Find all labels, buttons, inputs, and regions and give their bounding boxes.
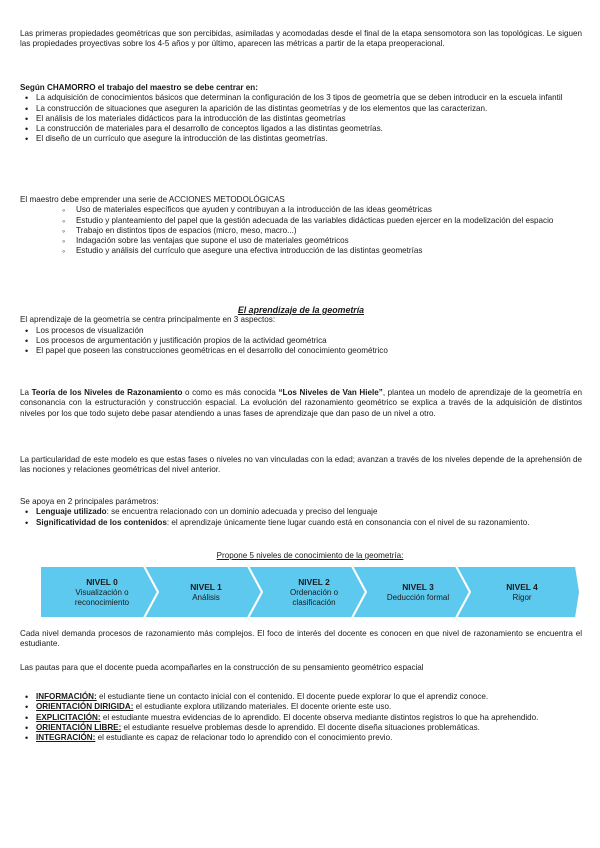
list-item: • Lenguaje utilizado: se encuentra relacionado con un dominio adecuada y preciso del lenguaje <box>20 507 582 517</box>
list-item: • ORIENTACIÓN DIRIGIDA: el estudiante explora utilizando materiales. El docente oriente este uso. <box>20 702 582 712</box>
nivel-2 <box>268 566 360 618</box>
list-item: • La construcción de materiales para el desarrollo de conceptos ligados a las distintas geometrías. <box>20 124 582 134</box>
nivel-title: NIVEL 1 <box>190 581 222 592</box>
nivel-0 <box>56 566 148 618</box>
chamorro-section <box>20 83 582 145</box>
list-item: • El papel que poseen las construcciones geométricas en el desarrollo del conocimiento geométrico <box>20 346 582 356</box>
list-item: • El análisis de los materiales didácticos para la introducción de las distintas geometrías <box>20 114 582 124</box>
aprendizaje-list <box>20 326 582 357</box>
list-item: ◦ Estudio y análisis del currículo que asegure una efectiva introducción de las distintas geometrías <box>20 246 582 256</box>
nivel-desc: Análisis <box>192 592 220 602</box>
list-item: • INFORMACIÓN: el estudiante tiene un contacto inicial con el contenido. El docente puede explorar lo que el aprendiz conoce. <box>20 692 582 702</box>
acciones-intro: El maestro debe emprender una serie de ACCIONES METODOLÓGICAS <box>20 195 285 204</box>
list-item: • Significatividad de los contenidos: el aprendizaje únicamente tiene lugar cuando está en consonancia con el nivel de su razonamiento. <box>20 518 582 528</box>
nivel-desc: Deducción formal <box>386 592 450 602</box>
parametros-list <box>20 507 582 528</box>
nivel-title: NIVEL 2 <box>298 576 330 587</box>
list-item: • INTEGRACIÓN: el estudiante es capaz de relacionar todo lo aprendido con el conocimiento previo. <box>20 733 582 743</box>
nivel-title: NIVEL 0 <box>86 576 118 587</box>
list-item: • EXPLICITACIÓN: el estudiante muestra evidencias de lo aprendido. El docente observa mediante distintos registros lo que ha aprehendido. <box>20 713 582 723</box>
chamorro-heading: Según CHAMORRO el trabajo del maestro se debe centrar en: <box>20 83 258 92</box>
niveles-caption: Propone 5 niveles de conocimiento de la geometría: <box>216 551 404 560</box>
intro-paragraph: Las primeras propiedades geométricas que son percibidas, asimiladas y acomodadas desde el final de la etapa sensomotora son las topológicas. Le siguen las propiedades proyectivas sobre los 4-5 años y por último, aparecen las métricas a partir de la etapa preoperacional. <box>20 29 582 49</box>
list-item: • ORIENTACIÓN LIBRE: el estudiante resuelve problemas desde lo aprendido. El docente diseña situaciones problemáticas. <box>20 723 582 733</box>
pautas-list <box>20 692 582 743</box>
acciones-section <box>20 195 582 257</box>
cada-nivel-paragraph: Cada nivel demanda procesos de razonamiento más complejos. El foco de interés del docente es conocen en que nivel de razonamiento se encuentra el estudiante. <box>20 629 582 649</box>
chamorro-list <box>20 93 582 144</box>
nivel-desc: Ordenación o clasificación <box>289 587 339 607</box>
parametros-section <box>20 497 582 528</box>
list-item: ◦ Trabajo en distintos tipos de espacios (micro, meso, macro...) <box>20 226 582 236</box>
nivel-desc: Visualización o reconocimiento <box>74 587 130 607</box>
nivel-1 <box>160 566 252 618</box>
nivel-4 <box>476 566 568 618</box>
nivel-3 <box>372 566 464 618</box>
list-item: • El diseño de un currículo que asegure la introducción de las distintas geometrías. <box>20 134 582 144</box>
particularidad-paragraph: La particularidad de este modelo es que estas fases o niveles no van vinculadas con la edad; avanzan a través de los niveles depende de la aprehensión de las nociones y relaciones geométricas del nivel anterior. <box>20 455 582 475</box>
acciones-list <box>20 205 582 256</box>
nivel-title: NIVEL 4 <box>506 581 538 592</box>
nivel-desc: Rigor <box>512 592 532 602</box>
list-item: ◦ Uso de materiales específicos que ayuden y contribuyan a la introducción de las ideas geométricas <box>20 205 582 215</box>
section-title: El aprendizaje de la geometría <box>237 305 365 315</box>
aprendizaje-intro: El aprendizaje de la geometría se centra principalmente en 3 aspectos: <box>20 315 276 325</box>
parametros-intro: Se apoya en 2 principales parámetros: <box>20 497 159 506</box>
list-item: • La adquisición de conocimientos básicos que determinan la configuración de los 3 tipos de geometría que se deben introducir en la escuela infantil <box>20 93 582 103</box>
niveles-diagram <box>40 566 580 618</box>
pautas-intro: Las pautas para que el docente pueda acompañarles en la construcción de su pensamiento geométrico espacial <box>20 663 424 672</box>
list-item: • La construcción de situaciones que aseguren la aparición de las distintas geometrías y de los elementos que las caracterizan. <box>20 104 582 114</box>
teoria-paragraph: La Teoría de los Niveles de Razonamiento o como es más conocida “Los Niveles de Van Hiele”, plantea un modelo de aprendizaje de la geometría en consonancia con la estructuración y construcción espacial. La evolución del razonamiento geométrico se explica a través de la adquisición de distintos niveles por los que todo sujeto debe pasar atendiendo a unas fases de aprendizaje que dan paso de un nivel a otro. <box>20 388 582 418</box>
list-item: • Los procesos de visualización <box>20 326 582 336</box>
list-item: ◦ Indagación sobre las ventajas que supone el uso de materiales geométricos <box>20 236 582 246</box>
aprendizaje-section <box>20 305 582 356</box>
list-item: • Los procesos de argumentación y justificación propios de la actividad geométrica <box>20 336 582 346</box>
list-item: ◦ Estudio y planteamiento del papel que la gestión adecuada de las variables didácticas pueden ejercer en la modelización del espacio <box>20 216 582 226</box>
nivel-title: NIVEL 3 <box>402 581 434 592</box>
